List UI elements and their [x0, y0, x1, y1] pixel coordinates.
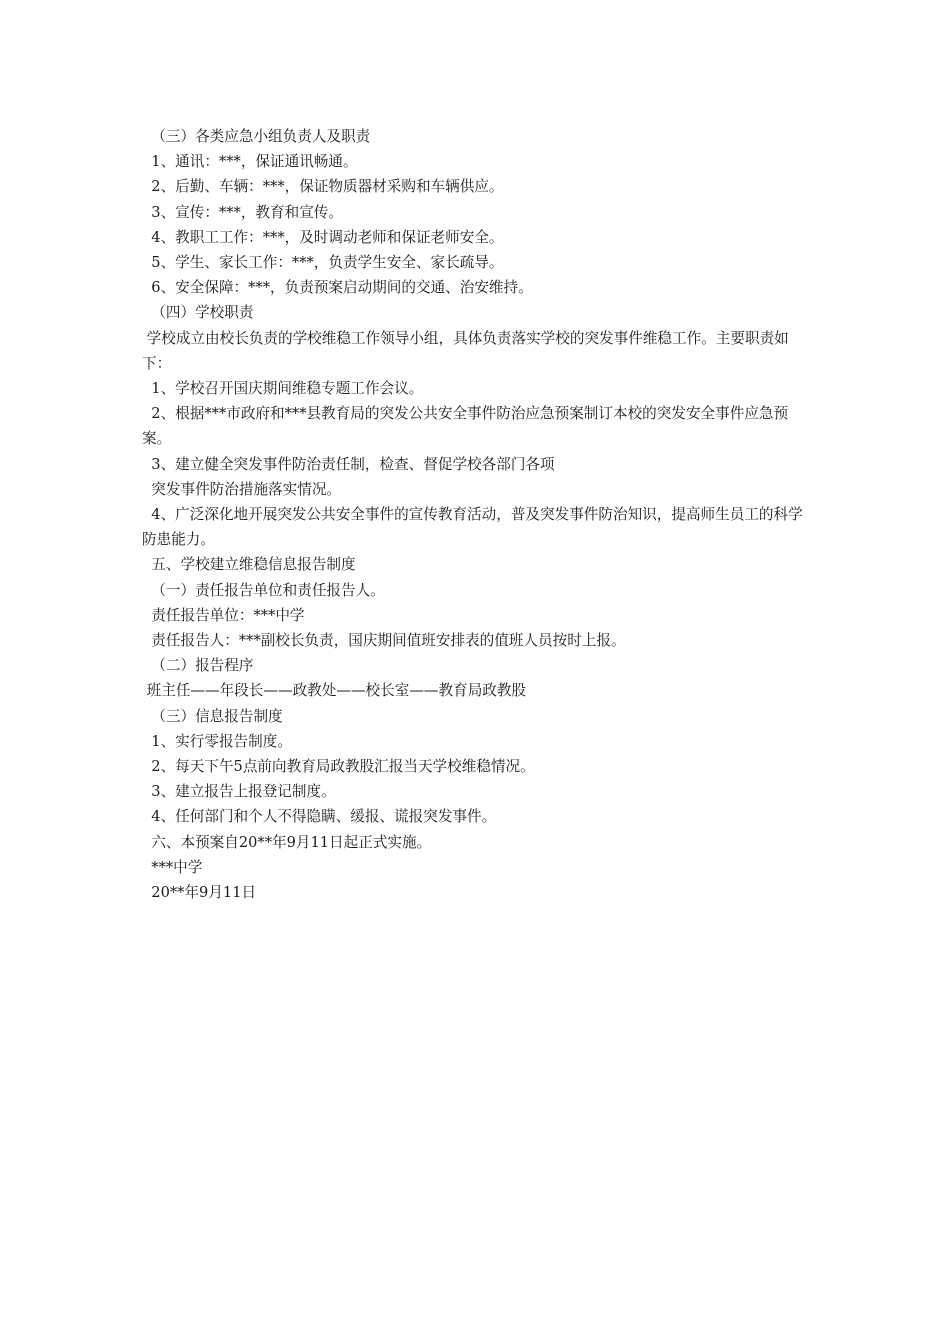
list-item: 3、建立报告上报登记制度。	[142, 783, 336, 801]
list-item: 2、每天下午5点前向教育局政教股汇报当天学校维稳情况。	[142, 758, 535, 776]
list-item: 1、通讯：***，保证通讯畅通。	[142, 153, 358, 171]
list-item: 2、后勤、车辆：***，保证物质器材采购和车辆供应。	[142, 178, 504, 196]
section-heading: （三）信息报告制度	[142, 707, 283, 725]
signature-org: ***中学	[142, 858, 203, 876]
body-line: 责任报告单位：***中学	[142, 606, 305, 624]
body-paragraph: 学校成立由校长负责的学校维稳工作领导小组，具体负责落实学校的突发事件维稳工作。主要职责如下：	[142, 329, 789, 372]
section-heading: 五、学校建立维稳信息报告制度	[142, 556, 356, 574]
section-heading: 六、本预案自20**年9月11日起正式实施。	[142, 833, 432, 851]
list-item: 3、宣传：***，教育和宣传。	[142, 203, 343, 221]
section-heading: （四）学校职责	[142, 304, 254, 322]
list-item: 6、安全保障：***，负责预案启动期间的交通、治安维持。	[142, 279, 533, 297]
section-heading: （二）报告程序	[142, 657, 254, 675]
list-item: 4、教职工工作：***，及时调动老师和保证老师安全。	[142, 228, 504, 246]
list-item: 1、学校召开国庆期间维稳专题工作会议。	[142, 380, 424, 398]
list-item-continuation: 突发事件防治措施落实情况。	[142, 480, 342, 498]
list-item: 5、学生、家长工作：***，负责学生安全、家长疏导。	[142, 254, 504, 272]
list-item: 2、根据***市政府和***县教育局的突发公共安全事件防治应急预案制订本校的突发安全事件应急预案。	[142, 405, 789, 448]
document-body	[142, 124, 814, 905]
list-item: 4、广泛深化地开展突发公共安全事件的宣传教育活动，普及突发事件防治知识，提高师生员工的科学防患能力。	[142, 506, 803, 549]
list-item: 3、建立健全突发事件防治责任制，检查、督促学校各部门各项	[142, 455, 555, 473]
section-heading: （一）责任报告单位和责任报告人。	[142, 581, 385, 599]
body-line: 班主任——年段长——政教处——校长室——教育局政教股	[142, 682, 527, 700]
section-heading: （三）各类应急小组负责人及职责	[142, 128, 371, 145]
body-line: 责任报告人：***副校长负责，国庆期间值班安排表的值班人员按时上报。	[142, 632, 626, 650]
signature-date: 20**年9月11日	[142, 884, 257, 902]
list-item: 1、实行零报告制度。	[142, 732, 292, 750]
list-item: 4、任何部门和个人不得隐瞒、缓报、谎报突发事件。	[142, 808, 497, 826]
